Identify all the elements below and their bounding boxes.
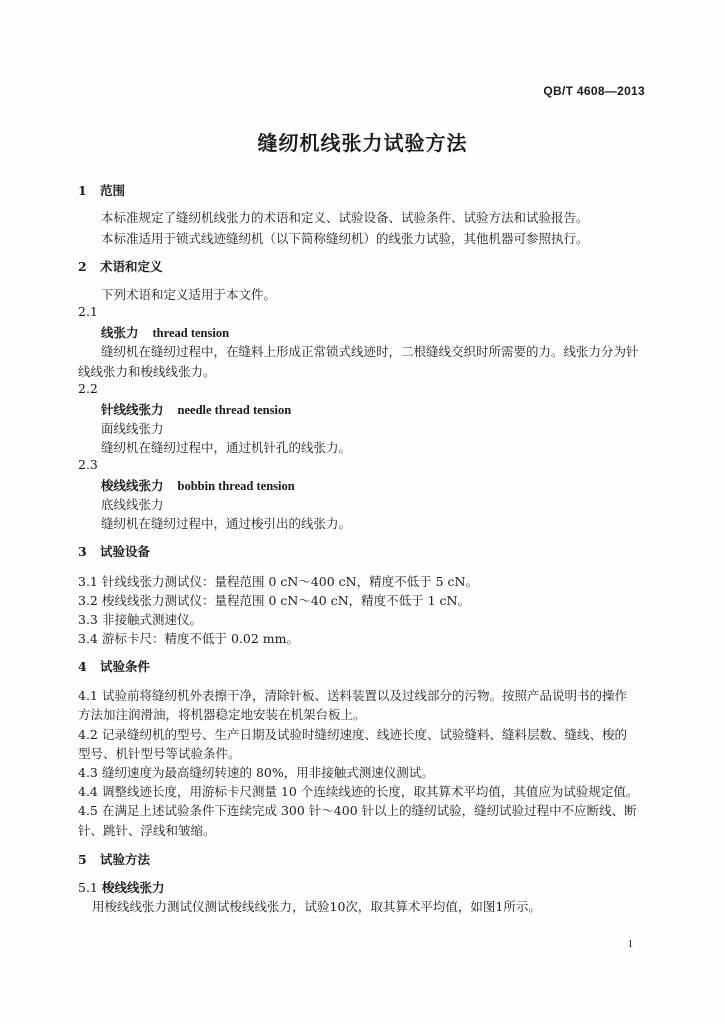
clause-number: 2.1 xyxy=(78,304,98,319)
term-en: bobbin thread tension xyxy=(177,479,295,493)
item-number: 5.1 xyxy=(78,880,98,895)
item-text: 梭线线张力测试仪：量程范围 0 cN～40 cN，精度不低于 1 cN。 xyxy=(102,593,470,608)
item-continuation: 针、跳针、浮线和皱缩。 xyxy=(78,823,216,838)
item-continuation: 方法加注润滑油，将机器稳定地安装在机架台板上。 xyxy=(78,707,366,722)
term-en: thread tension xyxy=(152,326,230,340)
page-number: 1 xyxy=(627,938,633,950)
list-item xyxy=(78,686,627,704)
section-number: 5 xyxy=(78,852,87,867)
page-title: 缝纫机线张力试验方法 xyxy=(257,131,468,155)
list-item xyxy=(78,591,470,609)
definition-line: 缝纫机在缝纫过程中，通过机针孔的线张力。 xyxy=(101,440,352,455)
list-item xyxy=(78,629,299,647)
section-title: 试验条件 xyxy=(100,659,151,674)
section-title: 试验方法 xyxy=(100,852,151,867)
term-entry xyxy=(101,400,291,418)
list-item xyxy=(78,782,638,800)
section-number: 3 xyxy=(78,544,87,559)
section-heading-conditions xyxy=(78,657,150,675)
item-number: 4.3 xyxy=(78,765,98,780)
section-title: 试验设备 xyxy=(100,544,151,559)
item-text: 非接触式测速仪。 xyxy=(102,612,203,627)
list-item xyxy=(78,801,637,819)
paragraph: 本标准适用于锁式线迹缝纫机（以下简称缝纫机）的线张力试验，其他机器可参照执行。 xyxy=(101,231,589,246)
section-heading-scope xyxy=(78,181,125,199)
item-text: 缝纫速度为最高缝纫转速的 80%，用非接触式测速仪测试。 xyxy=(102,765,434,780)
item-text: 调整线迹长度，用游标卡尺测量 10 个连续线迹的长度，取其算术平均值，其值应为试验规定值。 xyxy=(102,784,639,799)
clause-number: 2.2 xyxy=(78,381,98,396)
term-cn: 线张力 xyxy=(101,325,139,340)
list-item xyxy=(78,610,202,628)
term-entry xyxy=(101,323,229,341)
definition-line: 缝纫机在缝纫过程中，在缝料上形成正常锁式线迹时，二根缝线交织时所需要的力。线张力分为针 xyxy=(101,344,639,359)
term-cn: 梭线线张力 xyxy=(101,478,164,493)
list-item xyxy=(78,725,627,743)
paragraph: 本标准规定了缝纫机线张力的术语和定义、试验设备、试验条件、试验方法和试验报告。 xyxy=(101,210,589,225)
paragraph: 下列术语和定义适用于本文件。 xyxy=(101,287,277,302)
term-cn: 针线线张力 xyxy=(101,402,164,417)
subsection-title: 梭线线张力 xyxy=(102,880,165,895)
alternative-term: 底线线张力 xyxy=(101,497,164,512)
paragraph: 用梭线线张力测试仪测试梭线线张力，试验10次，取其算术平均值，如图1所示。 xyxy=(92,899,541,914)
item-number: 3.4 xyxy=(78,631,98,646)
item-number: 4.5 xyxy=(78,803,98,818)
section-number: 1 xyxy=(78,183,87,198)
item-number: 3.3 xyxy=(78,612,98,627)
section-title: 术语和定义 xyxy=(100,259,163,274)
section-heading-terms xyxy=(78,257,163,275)
item-text: 试验前将缝纫机外表擦干净，清除针板、送料装置以及过线部分的污物。按照产品说明书的操作 xyxy=(102,688,628,703)
term-entry xyxy=(101,476,295,494)
item-number: 3.1 xyxy=(78,574,98,589)
item-continuation: 型号、机针型号等试验条件。 xyxy=(78,746,241,761)
section-number: 2 xyxy=(78,259,87,274)
section-title: 范围 xyxy=(100,183,126,198)
subsection-heading xyxy=(78,878,165,896)
term-en: needle thread tension xyxy=(177,403,292,417)
section-heading-method xyxy=(78,850,150,868)
list-item xyxy=(78,572,478,590)
item-number: 4.4 xyxy=(78,784,98,799)
definition-line: 缝纫机在缝纫过程中，通过梭引出的线张力。 xyxy=(101,516,352,531)
item-number: 3.2 xyxy=(78,593,98,608)
alternative-term: 面线线张力 xyxy=(101,421,164,436)
item-number: 4.2 xyxy=(78,727,98,742)
definition-line: 线线张力和梭线线张力。 xyxy=(78,364,216,379)
item-text: 针线线张力测试仪：量程范围 0 cN～400 cN，精度不低于 5 cN。 xyxy=(102,574,478,589)
section-heading-equipment xyxy=(78,542,150,560)
list-item xyxy=(78,763,434,781)
item-number: 4.1 xyxy=(78,688,98,703)
clause-number: 2.3 xyxy=(78,457,98,472)
item-text: 记录缝纫机的型号、生产日期及试验时缝纫速度、线迹长度、试验缝料、缝料层数、缝线、梭的 xyxy=(102,727,628,742)
section-number: 4 xyxy=(78,659,87,674)
item-text: 在满足上述试验条件下连续完成 300 针～400 针以上的缝纫试验，缝纫试验过程中不应断线、断 xyxy=(102,803,637,818)
standard-code: QB/T 4608—2013 xyxy=(543,84,645,98)
item-text: 游标卡尺：精度不低于 0.02 mm。 xyxy=(102,631,299,646)
